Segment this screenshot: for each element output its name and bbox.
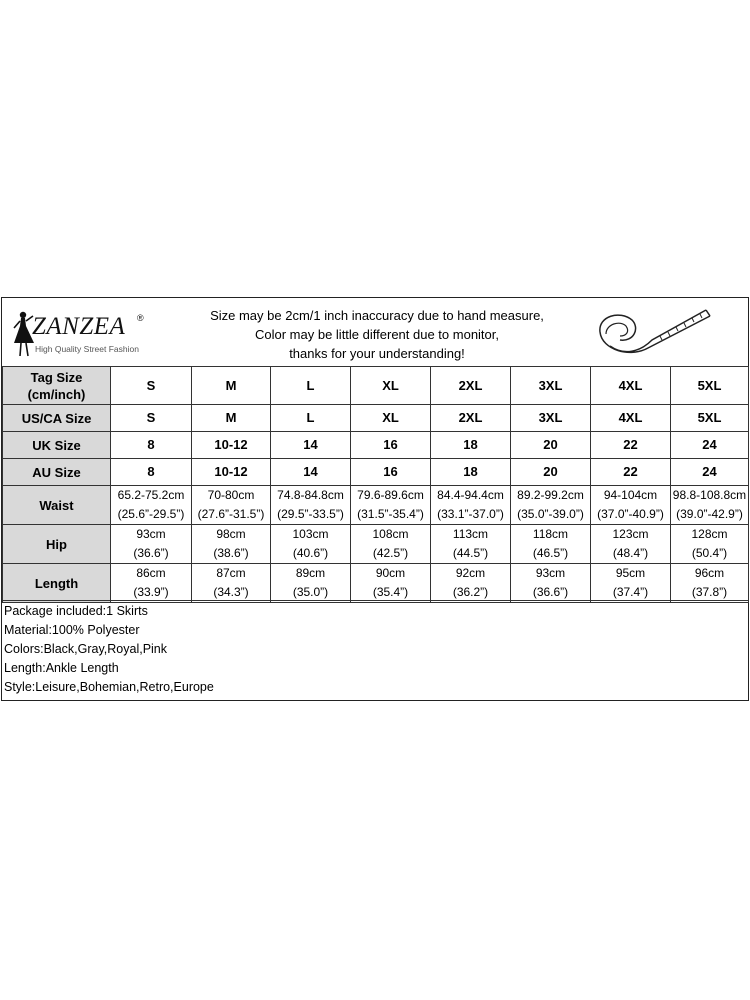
cell-value-inch: (48.4”) xyxy=(612,546,649,560)
cell-value-inch: (29.5”-33.5”) xyxy=(277,507,344,521)
size-cell: L xyxy=(271,405,351,432)
cell-value-inch: (46.5”) xyxy=(532,546,569,560)
cell-value-cm: 118cm xyxy=(532,527,569,541)
cell-value-cm: 89.2-99.2cm xyxy=(517,488,584,502)
cell-value-inch: (39.0”-42.9”) xyxy=(676,507,743,521)
notice-line: Size may be 2cm/1 inch inaccuracy due to hand measure, xyxy=(210,308,544,323)
size-cell: 8 xyxy=(111,459,192,486)
cell-value-cm: 94-104cm xyxy=(603,488,658,502)
size-cell xyxy=(192,525,271,564)
cell-value-cm: 89cm xyxy=(295,566,326,580)
size-cell xyxy=(431,486,511,525)
size-cell xyxy=(192,486,271,525)
size-cell: XL xyxy=(351,367,431,405)
cell-value-cm: 86cm xyxy=(136,566,166,580)
size-cell: 10-12 xyxy=(192,432,271,459)
cell-value-inch: (42.5”) xyxy=(372,546,409,560)
size-cell: 16 xyxy=(351,432,431,459)
size-cell: M xyxy=(192,367,271,405)
size-cell xyxy=(351,564,431,603)
size-cell: 24 xyxy=(671,432,749,459)
row-label xyxy=(3,459,111,486)
detail-material: Material:100% Polyester xyxy=(4,623,140,637)
size-cell: 5XL xyxy=(671,367,749,405)
size-cell: S xyxy=(111,405,192,432)
size-cell xyxy=(111,525,192,564)
size-cell: 18 xyxy=(431,459,511,486)
cell-value-cm: 79.6-89.6cm xyxy=(357,488,424,502)
size-row xyxy=(3,367,749,405)
cell-value-inch: (44.5”) xyxy=(452,546,489,560)
row-label-text: Waist xyxy=(39,497,74,513)
detail-style: Style:Leisure,Bohemian,Retro,Europe xyxy=(4,680,214,694)
size-cell: 22 xyxy=(591,459,671,486)
size-row xyxy=(3,432,749,459)
size-cell xyxy=(192,564,271,603)
row-label xyxy=(3,525,111,564)
cell-value-inch: (50.4”) xyxy=(691,546,728,560)
row-label xyxy=(3,486,111,525)
cell-value-inch: (33.1”-37.0”) xyxy=(437,507,504,521)
row-label-text: AU Size xyxy=(32,464,81,480)
row-label-subtext: (cm/inch) xyxy=(27,386,86,402)
registered-mark: ® xyxy=(137,313,144,323)
row-label-text: Length xyxy=(34,575,79,591)
size-row xyxy=(3,564,749,603)
cell-value-inch: (25.6”-29.5”) xyxy=(117,507,185,521)
size-cell xyxy=(431,564,511,603)
row-label xyxy=(3,432,111,459)
size-cell xyxy=(671,486,749,525)
size-row xyxy=(3,486,749,525)
size-cell: 14 xyxy=(271,459,351,486)
cell-value-cm: 98cm xyxy=(216,527,246,541)
size-cell xyxy=(591,486,671,525)
brand-logo xyxy=(8,308,148,360)
size-cell: XL xyxy=(351,405,431,432)
detail-package: Package included:1 Skirts xyxy=(4,604,148,618)
notice-line: Color may be little different due to monitor, xyxy=(255,327,499,342)
detail-colors: Colors:Black,Gray,Royal,Pink xyxy=(4,642,168,656)
measurement-notice xyxy=(187,306,567,363)
size-cell: 8 xyxy=(111,432,192,459)
size-cell: 18 xyxy=(431,432,511,459)
size-cell xyxy=(351,486,431,525)
size-row xyxy=(3,405,749,432)
detail-length: Length:Ankle Length xyxy=(4,661,119,675)
cell-value-cm: 98.8-108.8cm xyxy=(672,488,747,502)
cell-value-cm: 103cm xyxy=(292,527,329,541)
cell-value-inch: (35.0”-39.0”) xyxy=(517,507,584,521)
size-cell: 24 xyxy=(671,459,749,486)
row-label xyxy=(3,367,111,405)
cell-value-inch: (34.3”) xyxy=(213,585,249,599)
cell-value-cm: 96cm xyxy=(694,566,725,580)
cell-value-inch: (38.6”) xyxy=(213,546,249,560)
cell-value-inch: (35.4”) xyxy=(372,585,409,599)
size-cell xyxy=(271,525,351,564)
row-label-text: Tag Size xyxy=(30,369,83,385)
cell-value-cm: 87cm xyxy=(216,566,246,580)
cell-value-cm: 84.4-94.4cm xyxy=(437,488,504,502)
row-label-text: Hip xyxy=(46,536,67,552)
brand-name: ZANZEA xyxy=(32,313,126,340)
brand-tagline: High Quality Street Fashion xyxy=(35,344,139,354)
size-table xyxy=(2,366,749,603)
size-cell: 2XL xyxy=(431,405,511,432)
size-cell xyxy=(431,525,511,564)
size-cell xyxy=(511,525,591,564)
size-cell xyxy=(671,564,749,603)
row-label-text: UK Size xyxy=(32,437,81,453)
size-cell: S xyxy=(111,367,192,405)
size-row xyxy=(3,459,749,486)
size-cell xyxy=(271,564,351,603)
row-label-text: US/CA Size xyxy=(21,410,92,426)
measuring-tape-icon xyxy=(590,304,720,362)
cell-value-cm: 70-80cm xyxy=(207,488,255,502)
size-cell xyxy=(351,525,431,564)
size-cell: 4XL xyxy=(591,405,671,432)
cell-value-inch: (37.8”) xyxy=(691,585,728,599)
cell-value-inch: (31.5”-35.4”) xyxy=(357,507,424,521)
size-cell xyxy=(271,486,351,525)
size-cell: 20 xyxy=(511,432,591,459)
size-cell xyxy=(111,564,192,603)
size-cell: 16 xyxy=(351,459,431,486)
cell-value-cm: 113cm xyxy=(452,527,489,541)
cell-value-cm: 74.8-84.8cm xyxy=(277,488,344,502)
cell-value-cm: 128cm xyxy=(691,527,728,541)
cell-value-cm: 92cm xyxy=(455,566,486,580)
cell-value-inch: (40.6”) xyxy=(292,546,329,560)
size-cell: 3XL xyxy=(511,367,591,405)
size-row xyxy=(3,525,749,564)
cell-value-inch: (27.6”-31.5”) xyxy=(197,507,265,521)
size-cell: M xyxy=(192,405,271,432)
row-label xyxy=(3,564,111,603)
cell-value-cm: 123cm xyxy=(612,527,649,541)
size-cell: 4XL xyxy=(591,367,671,405)
size-cell: 10-12 xyxy=(192,459,271,486)
size-cell: 5XL xyxy=(671,405,749,432)
size-cell: L xyxy=(271,367,351,405)
size-cell: 2XL xyxy=(431,367,511,405)
size-cell xyxy=(591,525,671,564)
cell-value-cm: 93cm xyxy=(136,527,166,541)
size-cell: 3XL xyxy=(511,405,591,432)
product-details xyxy=(2,600,748,697)
size-cell xyxy=(671,525,749,564)
size-chart-sheet xyxy=(1,297,749,701)
cell-value-inch: (37.4”) xyxy=(612,585,649,599)
notice-line: thanks for your understanding! xyxy=(289,346,465,361)
cell-value-cm: 108cm xyxy=(372,527,409,541)
cell-value-inch: (36.2”) xyxy=(452,585,489,599)
size-cell xyxy=(111,486,192,525)
size-cell xyxy=(591,564,671,603)
cell-value-inch: (36.6”) xyxy=(133,546,169,560)
cell-value-inch: (33.9”) xyxy=(133,585,169,599)
cell-value-cm: 95cm xyxy=(615,566,646,580)
cell-value-cm: 93cm xyxy=(535,566,566,580)
size-cell: 14 xyxy=(271,432,351,459)
size-chart-header xyxy=(2,298,748,366)
cell-value-inch: (37.0”-40.9”) xyxy=(597,507,664,521)
cell-value-cm: 65.2-75.2cm xyxy=(117,488,185,502)
size-cell xyxy=(511,564,591,603)
size-cell: 22 xyxy=(591,432,671,459)
cell-value-cm: 90cm xyxy=(375,566,406,580)
cell-value-inch: (35.0”) xyxy=(292,585,329,599)
cell-value-inch: (36.6”) xyxy=(532,585,569,599)
row-label xyxy=(3,405,111,432)
size-cell xyxy=(511,486,591,525)
size-cell: 20 xyxy=(511,459,591,486)
